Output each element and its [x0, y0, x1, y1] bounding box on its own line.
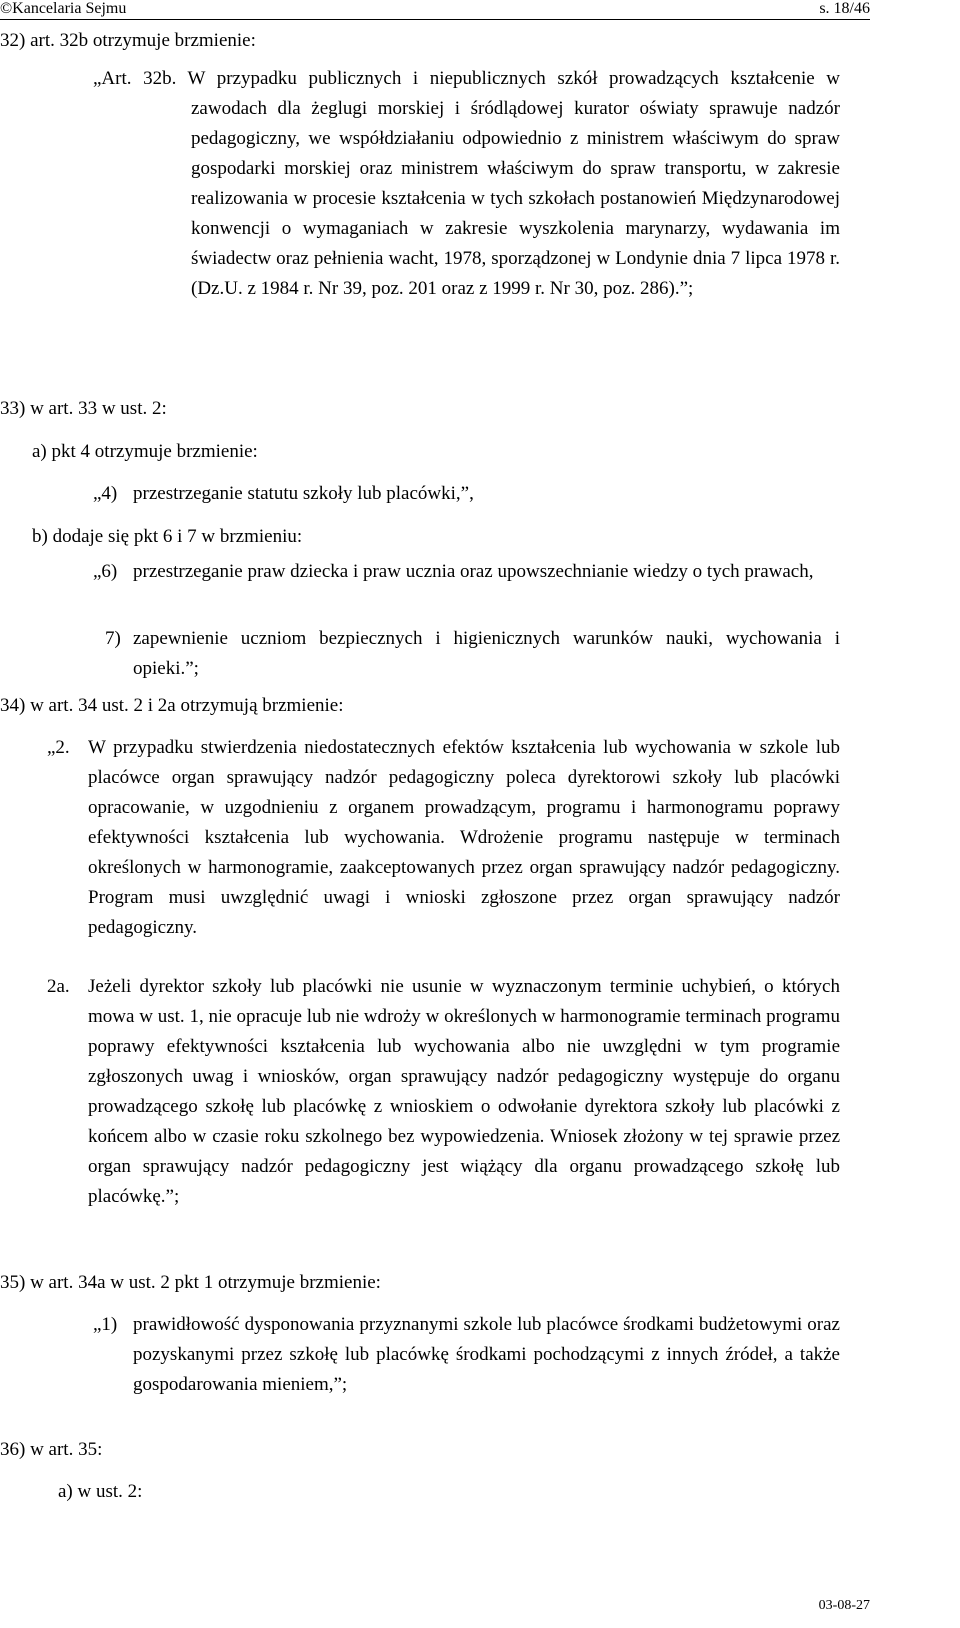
item-33a: a) pkt 4 otrzymuje brzmienie: — [32, 441, 258, 462]
point-1-text: prawidłowość dysponowania przyznanymi szkole lub placówce środkami budżetowymi oraz pozyskanymi przez szkołę lub placówkę środkami pochodzącymi z innych źródeł, a także gospodarowania mieniem,”; — [133, 1314, 840, 1395]
art-32b-body: „Art. 32b. W przypadku publicznych i niepublicznych szkół prowadzących kształcenie w zawodach dla żeglugi morskiej i śródlądowej kurator oświaty sprawuje nadzór pedagogiczny, we współdziałaniu odpowiednio z ministrem właściwym do spraw gospodarki morskiej oraz ministrem właściwym do spraw transportu, w zakresie realizowania w procesie kształcenia w tych szkołach postanowień Międzynarodowej konwencji o wymaganiach w zakresie wyszkolenia marynarzy, wydawania im świadectw oraz pełnienia wacht, 1978, sporządzonej w Londynie dnia 7 lipca 1978 r. (Dz.U. z 1984 r. Nr 39, poz. 201 oraz z 1999 r. Nr 30, poz. 286).”; — [93, 68, 840, 299]
point-4-text: przestrzeganie statutu szkoły lub placówki,”, — [133, 483, 474, 504]
header-page-number: s. 18/46 — [819, 0, 870, 17]
point-1-number: „1) — [93, 1314, 118, 1335]
ust-2-number: „2. — [47, 737, 70, 758]
point-6-text: przestrzeganie praw dziecka i praw ucznia oraz upowszechnianie wiedzy o tych prawach, — [133, 561, 814, 582]
item-36a: a) w ust. 2: — [58, 1481, 143, 1502]
point-7-number: 7) — [105, 628, 121, 649]
art-32b-text — [93, 64, 840, 304]
item-33: 33) w art. 33 w ust. 2: — [0, 398, 167, 419]
item-34: 34) w art. 34 ust. 2 i 2a otrzymują brzmienie: — [0, 695, 344, 716]
item-32: 32) art. 32b otrzymuje brzmienie: — [0, 30, 256, 51]
item-35: 35) w art. 34a w ust. 2 pkt 1 otrzymuje brzmienie: — [0, 1272, 381, 1293]
header-publisher: ©Kancelaria Sejmu — [0, 0, 127, 17]
page-footer-date: 03-08-27 — [818, 1598, 870, 1613]
point-4-number: „4) — [93, 483, 118, 504]
point-7-text: zapewnienie uczniom bezpiecznych i higienicznych warunków nauki, wychowania i opieki.”; — [133, 628, 840, 679]
ust-2-text: W przypadku stwierdzenia niedostatecznych efektów kształcenia lub wychowania w szkole lub placówce organ sprawujący nadzór pedagogiczny poleca dyrektorowi szkoły lub placówki opracowanie, w uzgodnieniu z organem prowadzącym, programu i harmonogramu poprawy efektywności kształcenia lub wychowania. Wdrożenie programu następuje w terminach określonych w harmonogramie, zaakceptowanych przez organ sprawujący nadzór pedagogiczny. Program musi uwzględnić uwagi i wnioski zgłoszone przez organ sprawujący nadzór pedagogiczny. — [88, 737, 840, 938]
ust-2a-text: Jeżeli dyrektor szkoły lub placówki nie usunie w wyznaczonym terminie uchybień, o których mowa w ust. 1, nie opracuje lub nie wdroży w określonych w harmonogramie terminach programu poprawy efektywności kształcenia lub wychowania albo nie uwzględni w tym programie zgłoszonych uwag i wniosków, organ sprawujący nadzór pedagogiczny występuje do organu prowadzącego szkołę lub placówkę z wnioskiem o odwołanie dyrektora szkoły lub placówki z końcem albo w czasie roku szkolnego bez wypowiedzenia. Wniosek złożony w tej sprawie przez organ sprawujący nadzór pedagogiczny jest wiążący dla organu prowadzącego szkołę lub placówkę.”; — [88, 976, 840, 1207]
point-6-number: „6) — [93, 561, 118, 582]
item-36: 36) w art. 35: — [0, 1439, 103, 1460]
item-33b: b) dodaje się pkt 6 i 7 w brzmieniu: — [32, 526, 303, 547]
page-header — [0, 0, 870, 20]
ust-2a-number: 2a. — [47, 976, 70, 997]
